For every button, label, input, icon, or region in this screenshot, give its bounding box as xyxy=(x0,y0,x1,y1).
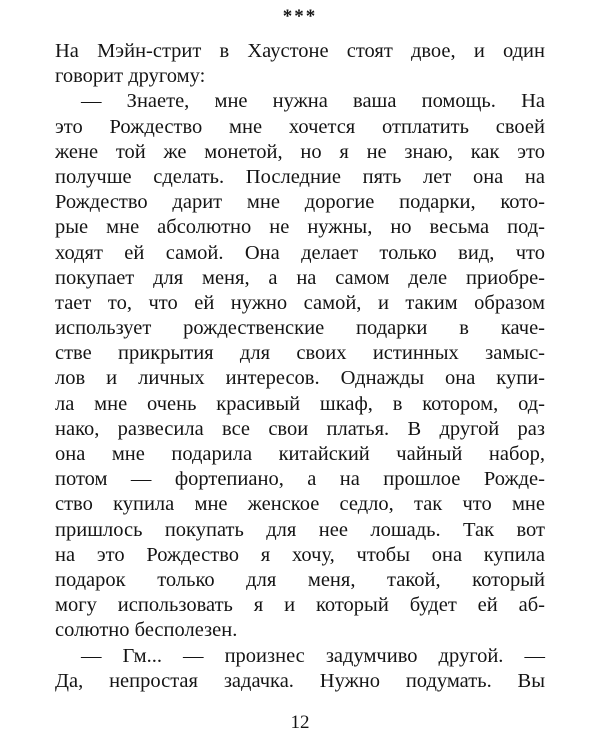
section-separator: *** xyxy=(282,6,318,27)
page-number: 12 xyxy=(290,712,310,733)
text-line: стве прикрытия для своих истинных замыс- xyxy=(55,342,545,365)
text-line: подарок только для меня, такой, который xyxy=(55,568,545,591)
text-line: это Рождество мне хочется отплатить своей xyxy=(55,115,545,138)
text-line: — Гм... — произнес задумчиво другой. — xyxy=(81,644,545,667)
body-text xyxy=(55,39,545,694)
text-line: жене той же монетой, но я не знаю, как это xyxy=(55,140,545,163)
text-line: ходят ей самой. Она делает только вид, что xyxy=(55,241,545,264)
text-line: пришлось покупать для нее лошадь. Так вот xyxy=(55,518,545,541)
text-line: могу использовать я и который будет ей аб- xyxy=(55,594,545,617)
text-line: ство купила мне женское седло, так что мне xyxy=(55,493,545,516)
text-line: ла мне очень красивый шкаф, в котором, од- xyxy=(55,392,545,415)
text-line: тает то, что ей нужно самой, и таким образом xyxy=(55,291,545,314)
text-line: говорит другому: xyxy=(55,65,206,88)
text-line: она мне подарила китайский чайный набор, xyxy=(55,443,545,465)
text-line: на это Рождество я хочу, чтобы она купила xyxy=(55,543,545,566)
text-line: Да, непростая задачка. Нужно подумать. Вы xyxy=(55,669,545,692)
text-line: получше сделать. Последние пять лет она на xyxy=(55,165,545,188)
text-line: Рождество дарит мне дорогие подарки, кото- xyxy=(55,191,545,214)
text-line: солютно бесполезен. xyxy=(55,619,238,642)
text-line: лов и личных интересов. Однажды она купи- xyxy=(55,367,545,390)
text-line: — Знаете, мне нужна ваша помощь. На xyxy=(81,90,545,113)
book-page xyxy=(55,0,545,750)
text-line: покупает для меня, а на самом деле приобре- xyxy=(55,266,545,289)
text-line: использует рождественские подарки в каче- xyxy=(55,317,545,340)
text-line: потом — фортепиано, а на прошлое Рожде- xyxy=(55,468,545,491)
text-line: На Мэйн-стрит в Хаустоне стоят двое, и один xyxy=(55,40,545,62)
text-line: нако, развесила все свои платья. В другой раз xyxy=(55,417,545,440)
text-line: рые мне абсолютно не нужны, но весьма под- xyxy=(55,216,545,239)
